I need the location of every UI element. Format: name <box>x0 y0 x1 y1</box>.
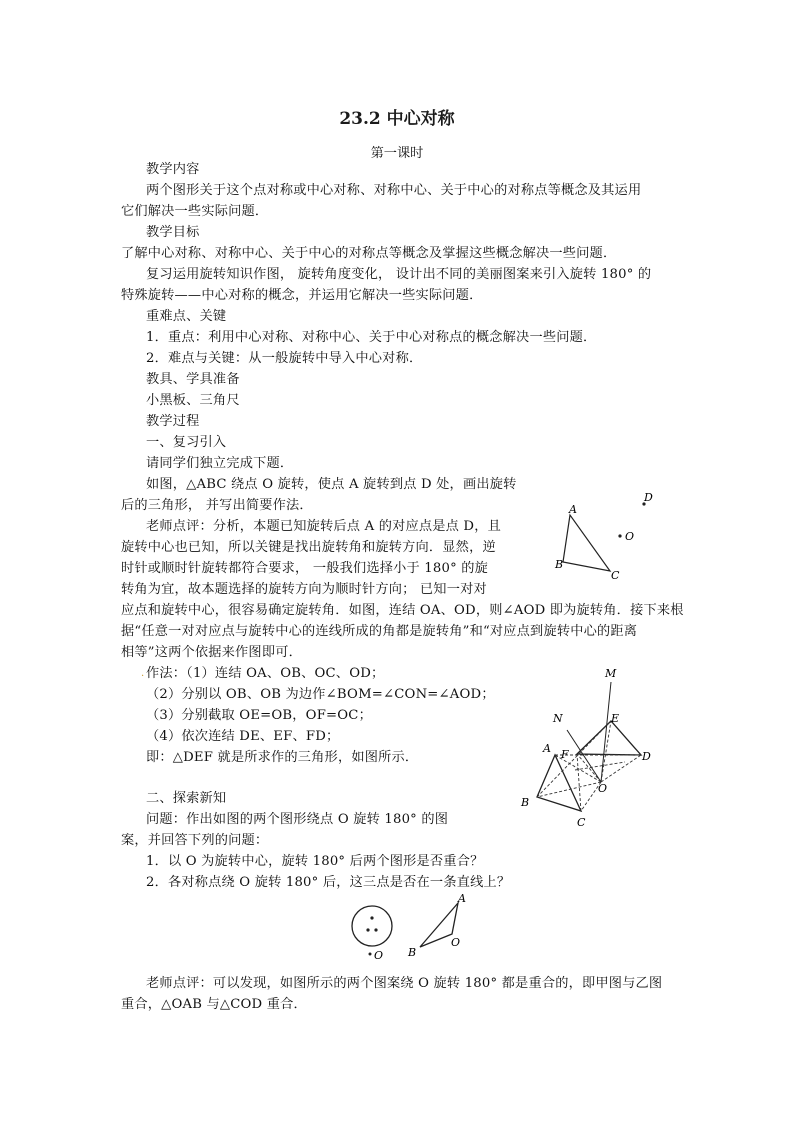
point-o <box>618 534 621 537</box>
text-line: 时针或顺时针旋转都符合要求， 一般我们选择小于 180° 的旋 <box>121 561 489 576</box>
triangle-abc <box>563 515 610 571</box>
label-b: B <box>408 946 417 959</box>
page-title: 23.2 中心对称 <box>339 109 455 129</box>
text-line: 即：△DEF 就是所求作的三角形，如图所示． <box>146 750 419 765</box>
text-line: 教学过程 <box>146 414 200 429</box>
text-line: 转角为宜，故本题选择的旋转方向为顺时针方向； 已知一对对 <box>121 582 487 597</box>
text-line: 作法：（1）连结 OA、OB、OC、OD； <box>146 666 385 681</box>
label-d: D <box>642 750 651 763</box>
text-line: 后的三角形， 并写出简要作法． <box>121 498 313 513</box>
text-line: 2．各对称点绕 O 旋转 180° 后，这三点是否在一条直线上？ <box>146 875 511 890</box>
text-line: （4）依次连结 DE、EF、FD； <box>146 729 340 744</box>
text-line: 特殊旋转——中心对称的概念，并运用它解决一些实际问题． <box>121 288 483 303</box>
text-line: 1．重点：利用中心对称、对称中心、关于中心对称点的概念解决一些问题． <box>146 330 597 345</box>
text-line: 重合，△OAB 与△COD 重合． <box>121 997 307 1012</box>
circle-shape <box>352 906 392 946</box>
text-line: 老师点评：分析，本题已知旋转后点 A 的对应点是点 D，且 <box>146 519 501 534</box>
label-a: A <box>543 742 551 755</box>
text-line: 问题：作出如图的两个图形绕点 O 旋转 180° 的图 <box>146 812 449 827</box>
text-line: 一、复习引入 <box>146 435 227 450</box>
text-line: 两个图形关于这个点对称或中心对称、对称中心、关于中心的对称点等概念及其运用 <box>146 183 642 198</box>
label-a: A <box>569 503 577 516</box>
text-line: 小黑板、三角尺 <box>146 393 240 408</box>
text-line: 案，并回答下列的问题： <box>121 833 269 848</box>
label-a: A <box>458 892 466 905</box>
text-line: （3）分别截取 OE=OB，OF=OC； <box>146 708 372 723</box>
text-line: 老师点评：可以发现，如图所示的两个图案绕 O 旋转 180° 都是重合的，即甲图与乙图 <box>146 976 663 991</box>
label-e: E <box>611 712 620 725</box>
text-line: 请同学们独立完成下题． <box>146 456 294 471</box>
bullet-dot: . <box>141 668 145 679</box>
figure-rotation-patterns <box>340 888 480 968</box>
label-m: M <box>605 667 617 680</box>
label-n: N <box>553 712 563 725</box>
text-line: 据“任意一对对应点与旋转中心的连线所成的角都是旋转角”和“对应点到旋转中心的距离 <box>121 624 638 639</box>
text-line: 它们解决一些实际问题． <box>121 204 269 219</box>
figure-construction <box>515 662 665 832</box>
text-line: 2．难点与关键：从一般旋转中导入中心对称． <box>146 351 423 366</box>
text-line: 了解中心对称、对称中心、关于中心的对称点等概念及掌握这些概念解决一些问题． <box>121 246 617 261</box>
triangle-abc <box>537 755 581 811</box>
text-line: 旋转中心也已知，所以关键是找出旋转角和旋转方向．显然，逆 <box>121 540 496 555</box>
label-o: O <box>598 782 608 795</box>
label-b: B <box>521 796 530 809</box>
label-c: C <box>611 569 620 582</box>
text-line: 1．以 O 为旋转中心，旋转 180° 后两个图形是否重合？ <box>146 854 484 869</box>
label-b: B <box>555 558 564 571</box>
text-line: 重难点、关键 <box>146 309 227 324</box>
point-o <box>369 953 372 956</box>
triangle-def <box>577 721 641 755</box>
label-o2: O <box>451 936 461 949</box>
circle-dot <box>366 928 369 931</box>
text-line: （2）分别以 OB、OB 为边作∠BOM=∠CON=∠AOD； <box>146 687 495 702</box>
text-line: 相等”这两个依据来作图即可． <box>121 645 302 660</box>
label-d: D <box>644 491 653 504</box>
text-line: 教学目标 <box>146 225 200 240</box>
label-o: O <box>374 949 384 962</box>
label-o: O <box>625 530 635 543</box>
label-f: F <box>561 748 569 761</box>
subtitle: 第一课时 <box>370 146 424 161</box>
text-line: 复习运用旋转知识作图， 旋转角度变化， 设计出不同的美丽图案来引入旋转 180° 的 <box>146 267 652 282</box>
section-heading: 二、探索新知 <box>146 791 227 806</box>
text-line: 如图，△ABC 绕点 O 旋转，使点 A 旋转到点 D 处，画出旋转 <box>146 477 517 492</box>
circle-dot <box>374 928 377 931</box>
text-line: 教具、学具准备 <box>146 372 240 387</box>
text-line: 应点和旋转中心，很容易确定旋转角．如图，连结 OA、OD，则∠AOD 即为旋转角．接下来根 <box>121 603 684 618</box>
figure-triangle-abc <box>550 488 660 583</box>
circle-dot <box>370 916 373 919</box>
label-c: C <box>577 816 586 829</box>
text-line: 教学内容 <box>146 162 200 177</box>
ray-on <box>567 730 601 782</box>
